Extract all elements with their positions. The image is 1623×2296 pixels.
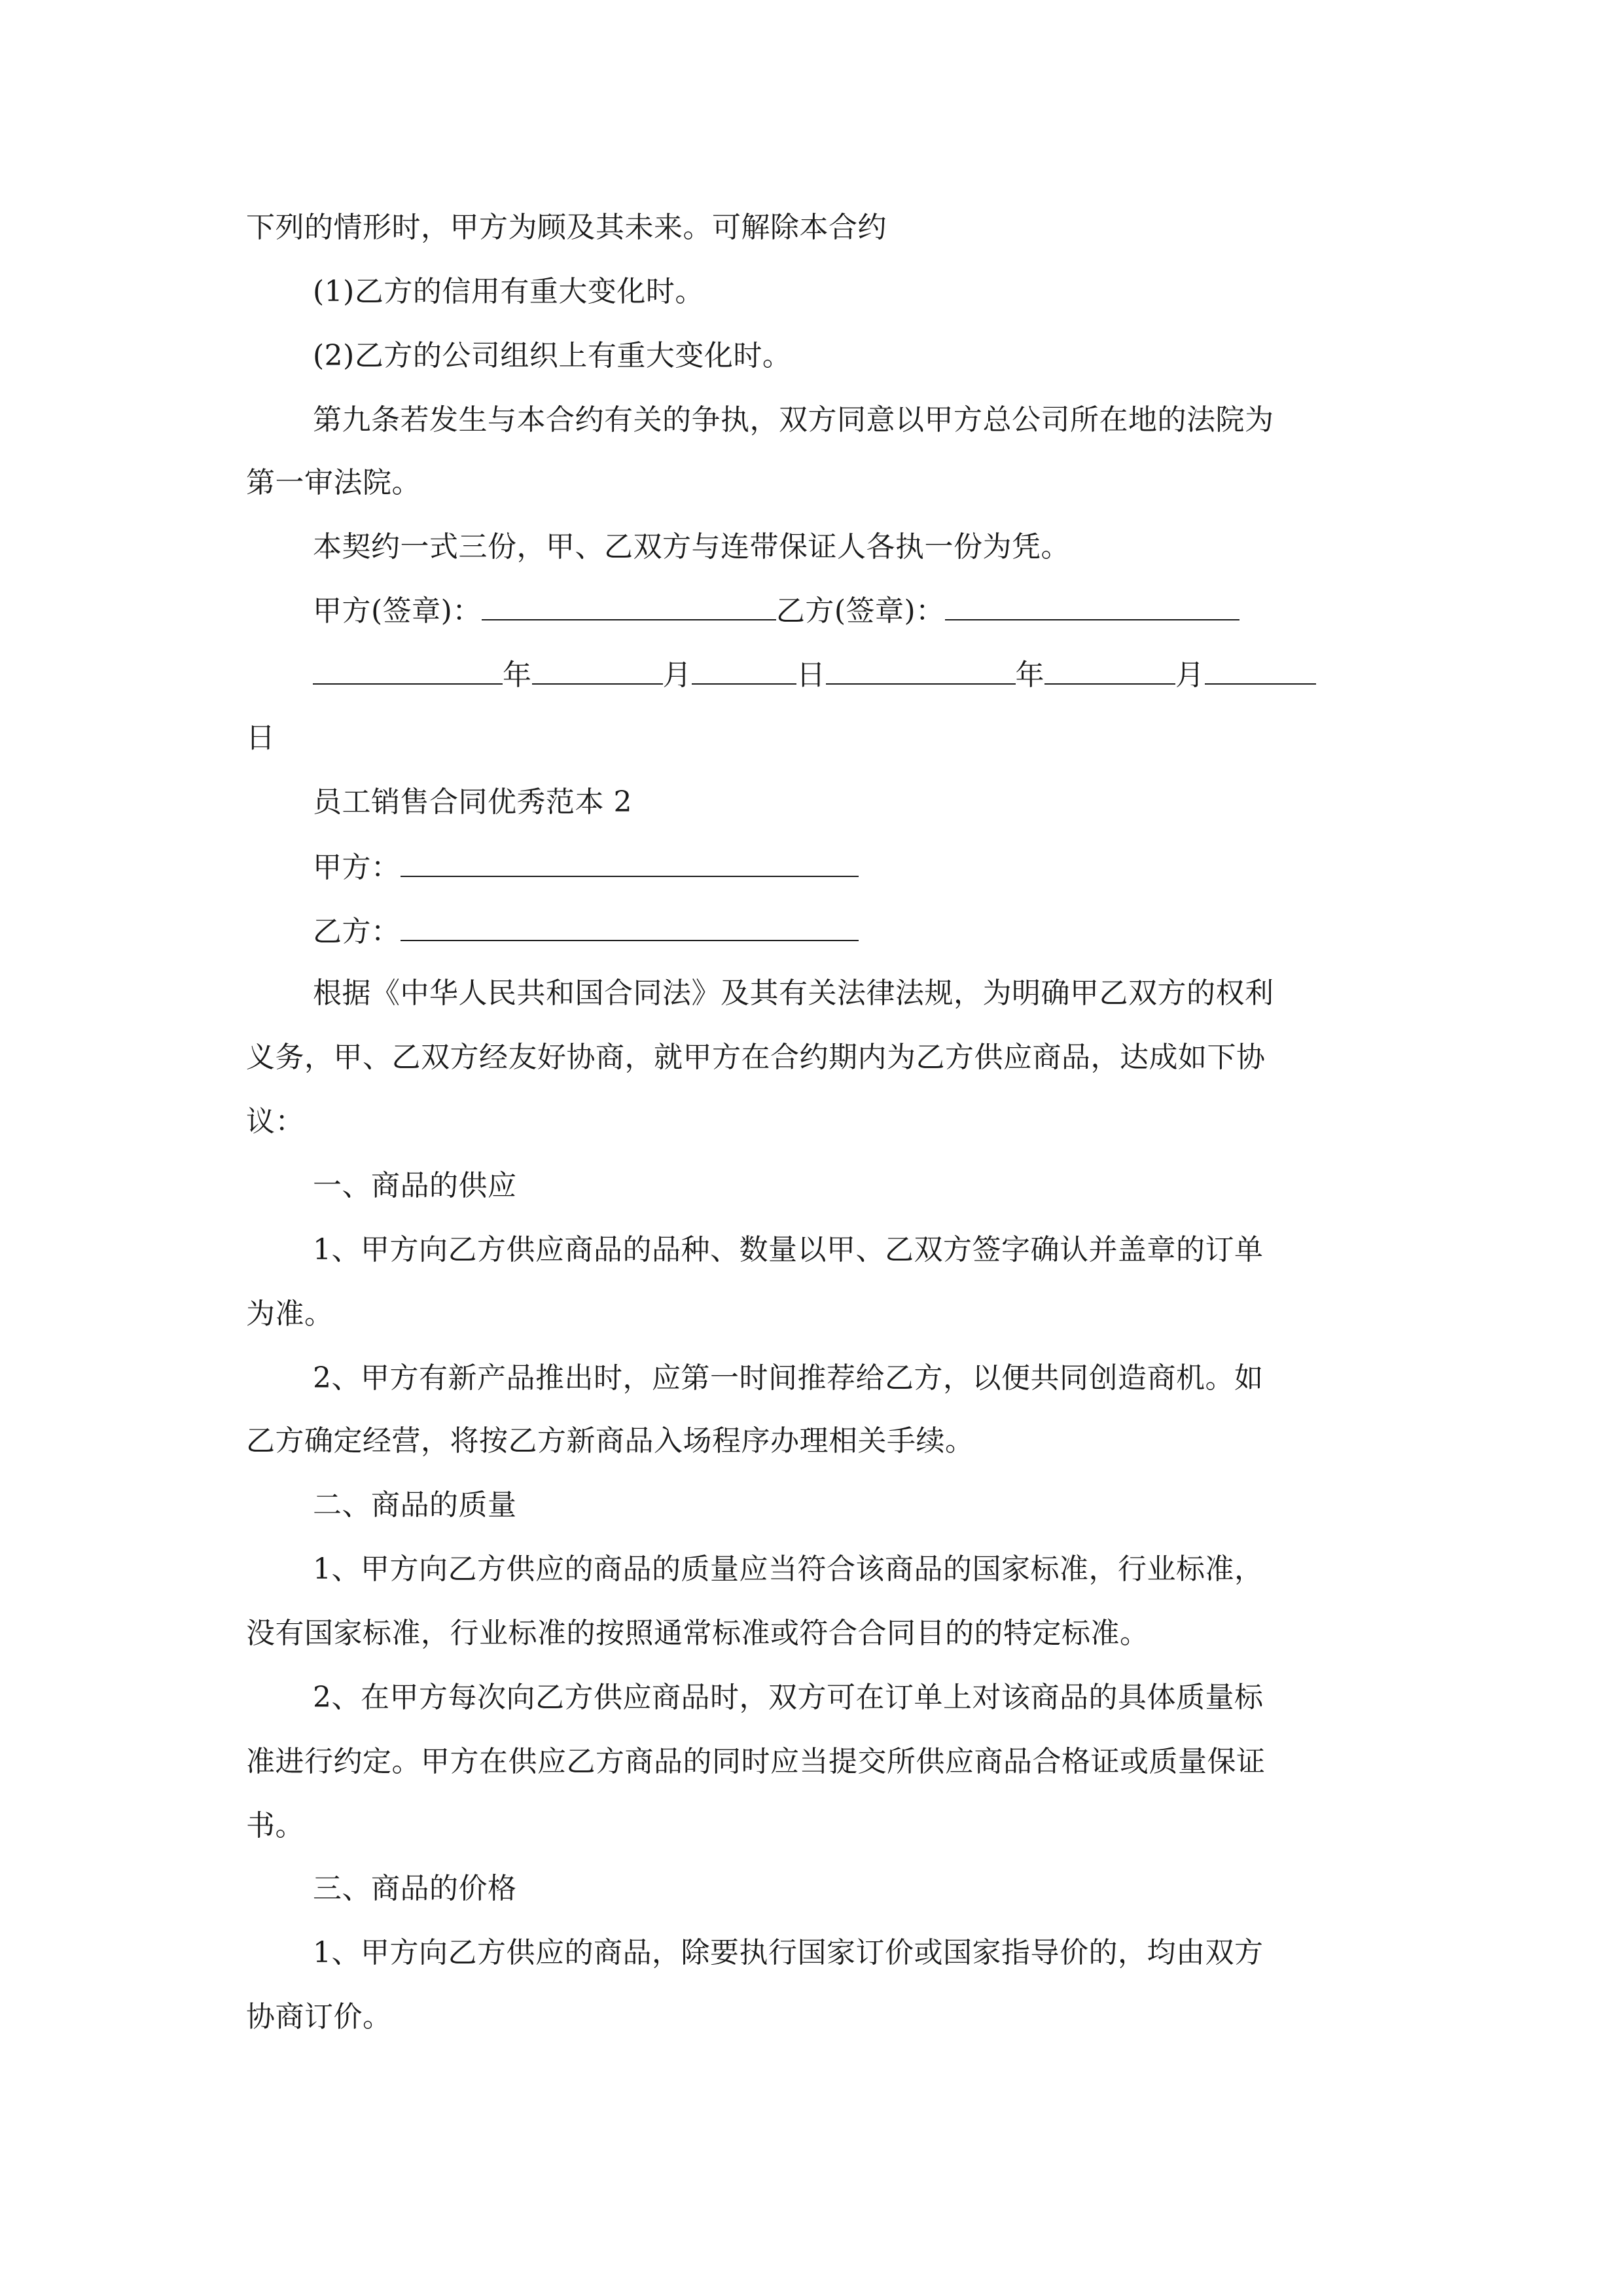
text-line: 本契约一式三份，甲、乙双方与连带保证人各执一份为凭。 [313,530,1070,564]
month-label: 月 [1175,658,1205,692]
year-label: 年 [1015,658,1044,692]
text-line: 1、甲方向乙方供应商品的品种、数量以甲、乙双方签字确认并盖章的订单 [313,1233,1264,1266]
section-heading: 三、商品的价格 [313,1872,517,1905]
text-line: 没有国家标准，行业标准的按照通常标准或符合合同目的的特定标准。 [246,1617,1149,1650]
party-a-blank[interactable] [401,847,859,877]
section-heading: 二、商品的质量 [313,1488,517,1522]
day-label: 日 [246,721,276,755]
text-line: 为准。 [246,1297,334,1331]
contract-title: 员工销售合同优秀范本 2 [313,785,632,819]
day-blank[interactable] [1205,655,1316,685]
text-line: 第一审法院。 [246,466,421,499]
text-line: 协商订价。 [246,2000,392,2034]
text-line: 议： [246,1105,304,1138]
day-blank[interactable] [692,655,796,685]
text-line: 义务，甲、乙双方经友好协商，就甲方在合约期内为乙方供应商品，达成如下协 [246,1041,1266,1074]
party-a-signature-label: 甲方(签章)： [313,594,482,628]
signature-line [313,590,1240,631]
text-line: 根据《中华人民共和国合同法》及其有关法律法规，为明确甲乙双方的权利 [313,977,1274,1010]
party-b-label: 乙方： [313,915,401,948]
text-line: 书。 [246,1809,304,1842]
year-blank[interactable] [826,655,1016,685]
party-b-blank[interactable] [401,911,859,941]
text-line: 准进行约定。甲方在供应乙方商品的同时应当提交所供应商品合格证或质量保证 [246,1745,1266,1778]
month-label: 月 [662,658,692,692]
party-b-signature-label: 乙方(签章)： [776,594,945,628]
year-blank[interactable] [313,655,503,685]
party-a-line [313,847,859,888]
text-line: 下列的情形时，甲方为顾及其未来。可解除本合约 [246,211,887,244]
party-b-line [313,911,859,952]
party-a-signature-blank[interactable] [482,590,776,620]
day-label: 日 [796,658,826,692]
year-label: 年 [503,658,532,692]
text-line: 2、甲方有新产品推出时，应第一时间推荐给乙方，以便共同创造商机。如 [313,1361,1264,1395]
text-line: 第九条若发生与本合约有关的争执，双方同意以甲方总公司所在地的法院为 [313,403,1274,437]
month-blank[interactable] [1044,655,1175,685]
party-a-label: 甲方： [313,851,401,884]
section-heading: 一、商品的供应 [313,1169,517,1202]
text-line: (1)乙方的信用有重大变化时。 [313,275,704,308]
party-b-signature-blank[interactable] [945,590,1240,620]
text-line: 1、甲方向乙方供应的商品，除要执行国家订价或国家指导价的，均由双方 [313,1936,1264,1969]
text-line: 乙方确定经营，将按乙方新商品入场程序办理相关手续。 [246,1424,974,1458]
text-line: 1、甲方向乙方供应的商品的质量应当符合该商品的国家标准，行业标准， [313,1552,1264,1586]
month-blank[interactable] [532,655,663,685]
text-line: 2、在甲方每次向乙方供应商品时，双方可在订单上对该商品的具体质量标 [313,1681,1264,1714]
text-line: (2)乙方的公司组织上有重大变化时。 [313,339,792,372]
date-line [313,655,1316,695]
